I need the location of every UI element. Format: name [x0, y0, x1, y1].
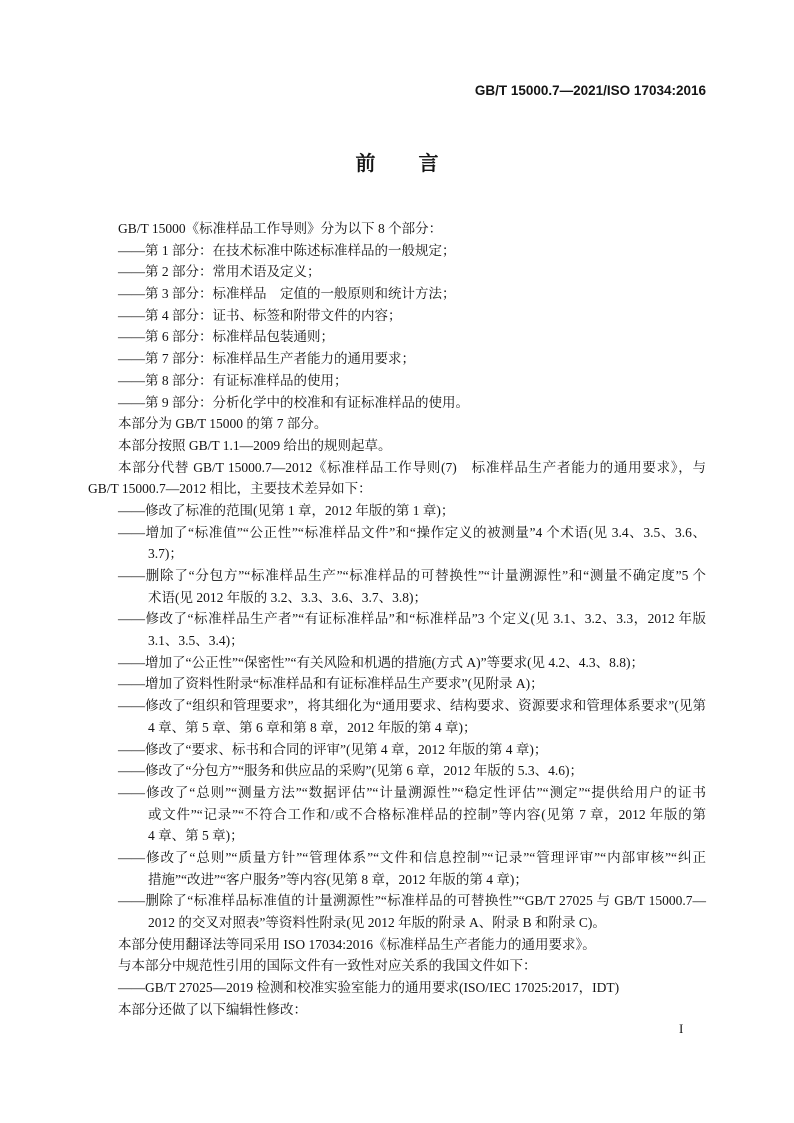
list-item [0, 977, 794, 999]
text-line: 3.7)； [148, 546, 183, 562]
paragraph [0, 457, 794, 500]
page-title: 前言 [355, 153, 482, 175]
text-line: 本部分使用翻译法等同采用 ISO 17034:2016《标准样品生产者能力的通用要求》。 [118, 936, 596, 952]
list-item [0, 890, 794, 933]
text-line: 本部分还做了以下编辑性修改： [118, 1001, 307, 1017]
text-line: GB/T 15000.7—2012 相比，主要技术差异如下： [88, 481, 372, 497]
list-item [0, 240, 794, 262]
text-line: 措施”“改进”“客户服务”等内容(见第 8 章，2012 年版的第 4 章)； [148, 871, 528, 887]
text-line: 2012 的交叉对照表”等资料性附录(见 2012 年版的附录 A、附录 B 和附录 C)。 [148, 915, 606, 930]
text-line: ——第 4 部分：证书、标签和附带文件的内容； [118, 307, 402, 323]
list-item [0, 608, 794, 651]
list-item [0, 392, 794, 414]
text-line: 本部分按照 GB/T 1.1—2009 给出的规则起草。 [118, 437, 392, 453]
text-line: ——第 3 部分：标准样品 定值的一般原则和统计方法； [118, 286, 456, 302]
text-line: ——增加了资料性附录“标准样品和有证标准样品生产要求”(见附录 A)； [118, 676, 544, 692]
list-item [0, 305, 794, 327]
text-line: 3.1、3.5、3.4)； [148, 633, 244, 649]
paragraph [0, 413, 794, 435]
document-body [0, 218, 794, 1020]
text-line: ——修改了“标准样品生产者”“有证标准样品”和“标准样品”3 个定义(见 3.1、3.2、3.3，2012 年版 [118, 611, 706, 627]
text-line: 与本部分中规范性引用的国际文件有一致性对应关系的我国文件如下： [118, 958, 537, 974]
list-item [0, 739, 794, 761]
text-line: ——修改了“总则”“质量方针”“管理体系”“文件和信息控制”“记录”“管理评审”“内部审核”“纠正 [118, 849, 706, 865]
text-line: 术语(见 2012 年版的 3.2、3.3、3.6、3.7、3.8)； [148, 589, 427, 605]
text-line: ——增加了“标准值”“公正性”“标准样品文件”和“操作定义的被测量”4 个术语(见 3.4、3.5、3.6、 [118, 524, 706, 540]
list-item [0, 326, 794, 348]
list-item [0, 283, 794, 305]
text-line: ——修改了“总则”“测量方法”“数据评估”“计量溯源性”“稳定性评估”“测定”“提供给用户的证书 [118, 784, 706, 800]
text-line: ——第 7 部分：标准样品生产者能力的通用要求； [118, 351, 415, 367]
list-item [0, 348, 794, 370]
text-line: ——修改了“要求、标书和合同的评审”(见第 4 章，2012 年版的第 4 章)； [118, 741, 548, 757]
list-item [0, 261, 794, 283]
list-item [0, 500, 794, 522]
text-line: 4 章、第 5 章)； [148, 828, 244, 844]
text-line: ——删除了“标准样品标准值的计量溯源性”“标准样品的可替换性”“GB/T 27025 与 GB/T 15000.7— [118, 893, 706, 909]
text-line: 4 章、第 5 章、第 6 章和第 8 章，2012 年版的第 4 章)； [148, 719, 477, 735]
text-line: ——第 8 部分：有证标准样品的使用； [118, 372, 348, 388]
text-line: GB/T 15000《标准样品工作导则》分为以下 8 个部分： [118, 221, 443, 236]
list-item [0, 522, 794, 565]
text-line: ——第 6 部分：标准样品包装通则； [118, 329, 334, 345]
list-item [0, 847, 794, 890]
standard-code-header: GB/T 15000.7—2021/ISO 17034:2016 [474, 83, 706, 98]
paragraph [0, 435, 794, 457]
list-item [0, 652, 794, 674]
text-line: 本部分为 GB/T 15000 的第 7 部分。 [118, 416, 328, 432]
text-line: ——删除了“分包方”“标准样品生产”“标准样品的可替换性”“计量溯源性”和“测量不确定度”5 个 [118, 568, 706, 583]
text-line: ——增加了“公正性”“保密性”“有关风险和机遇的措施(方式 A)”等要求(见 4.2、4.3、8.8)； [118, 654, 645, 670]
paragraph [0, 955, 794, 977]
list-item [0, 695, 794, 738]
list-item [0, 782, 794, 847]
text-line: ——修改了“分包方”“服务和供应品的采购”(见第 6 章，2012 年版的 5.3、4.6)； [118, 763, 583, 779]
text-line: ——第 2 部分：常用术语及定义； [118, 264, 321, 280]
text-line: ——修改了标准的范围(见第 1 章，2012 年版的第 1 章)； [118, 502, 455, 518]
text-line: ——第 1 部分：在技术标准中陈述标准样品的一般规定； [118, 242, 456, 258]
list-item [0, 673, 794, 695]
text-line: 或文件”“记录”“不符合工作和/或不合格标准样品的控制”等内容(见第 7 章，2012 年版的第 [148, 806, 706, 822]
paragraph [0, 934, 794, 956]
text-line: 本部分代替 GB/T 15000.7—2012《标准样品工作导则(7) 标准样品生产者能力的通用要求》，与 [118, 459, 706, 475]
page-number: I [679, 1021, 684, 1036]
text-line: ——第 9 部分：分析化学中的校准和有证标准样品的使用。 [118, 394, 469, 410]
paragraph [0, 999, 794, 1021]
paragraph [0, 218, 794, 240]
list-item [0, 565, 794, 608]
list-item [0, 760, 794, 782]
list-item [0, 370, 794, 392]
text-line: ——GB/T 27025—2019 检测和校准实验室能力的通用要求(ISO/IEC 17025:2017，IDT) [118, 980, 620, 996]
text-line: ——修改了“组织和管理要求”，将其细化为“通用要求、结构要求、资源要求和管理体系要求”(见第 [118, 698, 706, 714]
